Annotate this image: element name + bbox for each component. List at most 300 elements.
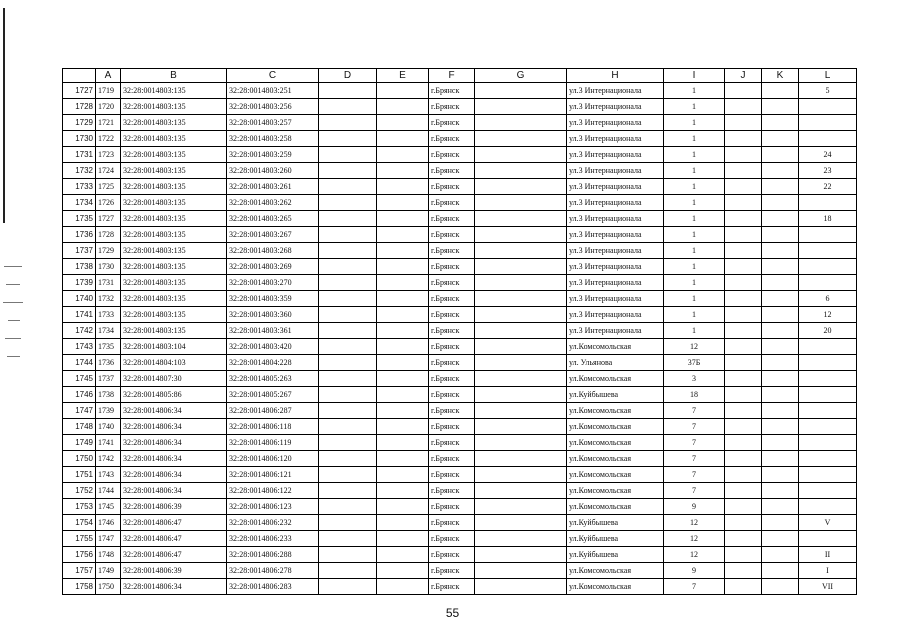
cell-c[interactable]: 32:28:0014803:262 [227,195,319,211]
cell-j[interactable] [725,451,762,467]
cell-h[interactable]: ул.Куйбышева [567,515,664,531]
cell-k[interactable] [762,83,799,99]
cell-k[interactable] [762,211,799,227]
cell-d[interactable] [319,451,377,467]
cell-k[interactable] [762,355,799,371]
cell-c[interactable]: 32:28:0014806:233 [227,531,319,547]
cell-g[interactable] [475,579,567,595]
cell-b[interactable]: 32:28:0014806:34 [121,451,227,467]
cell-k[interactable] [762,227,799,243]
cell-c[interactable]: 32:28:0014806:287 [227,403,319,419]
cell-a[interactable]: 1735 [96,339,121,355]
cell-a[interactable]: 1740 [96,419,121,435]
cell-d[interactable] [319,467,377,483]
cell-f[interactable]: г.Брянск [429,323,475,339]
cell-k[interactable] [762,179,799,195]
cell-h[interactable]: ул.Комсомольская [567,339,664,355]
cell-f[interactable]: г.Брянск [429,499,475,515]
cell-e[interactable] [377,547,429,563]
cell-e[interactable] [377,163,429,179]
cell-l[interactable] [799,227,857,243]
cell-l[interactable] [799,419,857,435]
cell-l[interactable]: II [799,547,857,563]
cell-g[interactable] [475,259,567,275]
cell-g[interactable] [475,115,567,131]
cell-g[interactable] [475,275,567,291]
cell-b[interactable]: 32:28:0014803:104 [121,339,227,355]
cell-g[interactable] [475,483,567,499]
cell-f[interactable]: г.Брянск [429,355,475,371]
cell-i[interactable]: 7 [664,483,725,499]
cell-b[interactable]: 32:28:0014807:30 [121,371,227,387]
cell-d[interactable] [319,83,377,99]
cell-k[interactable] [762,499,799,515]
cell-d[interactable] [319,515,377,531]
cell-i[interactable]: 12 [664,339,725,355]
cell-e[interactable] [377,515,429,531]
cell-b[interactable]: 32:28:0014806:34 [121,483,227,499]
cell-a[interactable]: 1731 [96,275,121,291]
cell-l[interactable]: 24 [799,147,857,163]
row-number[interactable]: 1750 [63,451,96,467]
cell-g[interactable] [475,563,567,579]
cell-k[interactable] [762,435,799,451]
cell-j[interactable] [725,403,762,419]
cell-d[interactable] [319,163,377,179]
row-number[interactable]: 1741 [63,307,96,323]
cell-h[interactable]: ул.3 Интернационала [567,147,664,163]
cell-g[interactable] [475,547,567,563]
cell-c[interactable]: 32:28:0014803:269 [227,259,319,275]
cell-l[interactable] [799,499,857,515]
cell-c[interactable]: 32:28:0014806:118 [227,419,319,435]
cell-e[interactable] [377,435,429,451]
cell-h[interactable]: ул.3 Интернационала [567,243,664,259]
cell-f[interactable]: г.Брянск [429,387,475,403]
cell-e[interactable] [377,243,429,259]
row-number[interactable]: 1732 [63,163,96,179]
cell-i[interactable]: 1 [664,243,725,259]
cell-f[interactable]: г.Брянск [429,243,475,259]
cell-e[interactable] [377,115,429,131]
cell-h[interactable]: ул.Комсомольская [567,435,664,451]
cell-i[interactable]: 12 [664,547,725,563]
cell-b[interactable]: 32:28:0014803:135 [121,259,227,275]
cell-b[interactable]: 32:28:0014806:47 [121,531,227,547]
cell-e[interactable] [377,387,429,403]
cell-l[interactable]: 18 [799,211,857,227]
cell-g[interactable] [475,499,567,515]
cell-a[interactable]: 1724 [96,163,121,179]
cell-g[interactable] [475,227,567,243]
cell-l[interactable] [799,99,857,115]
cell-k[interactable] [762,483,799,499]
cell-j[interactable] [725,579,762,595]
cell-b[interactable]: 32:28:0014803:135 [121,243,227,259]
cell-f[interactable]: г.Брянск [429,211,475,227]
cell-g[interactable] [475,211,567,227]
row-number[interactable]: 1744 [63,355,96,371]
cell-d[interactable] [319,243,377,259]
cell-f[interactable]: г.Брянск [429,435,475,451]
cell-i[interactable]: 3 [664,371,725,387]
row-number[interactable]: 1736 [63,227,96,243]
cell-a[interactable]: 1736 [96,355,121,371]
cell-a[interactable]: 1727 [96,211,121,227]
cell-a[interactable]: 1749 [96,563,121,579]
cell-l[interactable] [799,467,857,483]
row-number[interactable]: 1755 [63,531,96,547]
cell-i[interactable]: 1 [664,147,725,163]
cell-i[interactable]: 1 [664,83,725,99]
cell-d[interactable] [319,419,377,435]
cell-k[interactable] [762,531,799,547]
cell-e[interactable] [377,179,429,195]
cell-b[interactable]: 32:28:0014806:47 [121,547,227,563]
cell-f[interactable]: г.Брянск [429,99,475,115]
cell-i[interactable]: 7 [664,579,725,595]
cell-b[interactable]: 32:28:0014806:39 [121,563,227,579]
cell-e[interactable] [377,371,429,387]
cell-b[interactable]: 32:28:0014806:39 [121,499,227,515]
cell-j[interactable] [725,99,762,115]
cell-b[interactable]: 32:28:0014803:135 [121,195,227,211]
cell-j[interactable] [725,259,762,275]
cell-d[interactable] [319,499,377,515]
cell-i[interactable]: 7 [664,435,725,451]
cell-e[interactable] [377,131,429,147]
cell-c[interactable]: 32:28:0014805:263 [227,371,319,387]
cell-j[interactable] [725,483,762,499]
cell-k[interactable] [762,547,799,563]
cell-i[interactable]: 1 [664,291,725,307]
cell-h[interactable]: ул.Куйбышева [567,387,664,403]
cell-c[interactable]: 32:28:0014806:288 [227,547,319,563]
cell-i[interactable]: 7 [664,467,725,483]
cell-g[interactable] [475,179,567,195]
cell-h[interactable]: ул.3 Интернационала [567,259,664,275]
cell-g[interactable] [475,83,567,99]
cell-f[interactable]: г.Брянск [429,531,475,547]
cell-h[interactable]: ул.3 Интернационала [567,83,664,99]
cell-g[interactable] [475,307,567,323]
cell-b[interactable]: 32:28:0014803:135 [121,307,227,323]
cell-f[interactable]: г.Брянск [429,371,475,387]
cell-g[interactable] [475,403,567,419]
row-number[interactable]: 1756 [63,547,96,563]
cell-d[interactable] [319,131,377,147]
cell-l[interactable] [799,371,857,387]
cell-a[interactable]: 1728 [96,227,121,243]
cell-f[interactable]: г.Брянск [429,451,475,467]
cell-a[interactable]: 1730 [96,259,121,275]
cell-e[interactable] [377,307,429,323]
row-number[interactable]: 1747 [63,403,96,419]
cell-l[interactable] [799,195,857,211]
cell-d[interactable] [319,339,377,355]
cell-i[interactable]: 18 [664,387,725,403]
cell-k[interactable] [762,323,799,339]
cell-f[interactable]: г.Брянск [429,163,475,179]
column-header-f[interactable]: F [429,69,475,83]
cell-k[interactable] [762,115,799,131]
cell-h[interactable]: ул.Комсомольская [567,563,664,579]
cell-c[interactable]: 32:28:0014803:361 [227,323,319,339]
cell-d[interactable] [319,563,377,579]
cell-b[interactable]: 32:28:0014803:135 [121,83,227,99]
column-header-c[interactable]: C [227,69,319,83]
cell-k[interactable] [762,467,799,483]
cell-g[interactable] [475,387,567,403]
cell-j[interactable] [725,211,762,227]
cell-i[interactable]: 1 [664,275,725,291]
cell-a[interactable]: 1744 [96,483,121,499]
cell-h[interactable]: ул.3 Интернационала [567,227,664,243]
cell-i[interactable]: 1 [664,99,725,115]
cell-d[interactable] [319,483,377,499]
cell-f[interactable]: г.Брянск [429,275,475,291]
cell-d[interactable] [319,387,377,403]
cell-j[interactable] [725,275,762,291]
cell-b[interactable]: 32:28:0014806:34 [121,467,227,483]
cell-l[interactable] [799,531,857,547]
column-header-a[interactable]: A [96,69,121,83]
cell-e[interactable] [377,339,429,355]
cell-i[interactable]: 1 [664,131,725,147]
cell-h[interactable]: ул.Куйбышева [567,547,664,563]
cell-j[interactable] [725,227,762,243]
cell-d[interactable] [319,227,377,243]
cell-j[interactable] [725,467,762,483]
row-number[interactable]: 1754 [63,515,96,531]
cell-d[interactable] [319,211,377,227]
cell-i[interactable]: 7 [664,403,725,419]
cell-b[interactable]: 32:28:0014803:135 [121,115,227,131]
cell-h[interactable]: ул.Куйбышева [567,531,664,547]
cell-a[interactable]: 1720 [96,99,121,115]
cell-a[interactable]: 1745 [96,499,121,515]
row-number[interactable]: 1737 [63,243,96,259]
cell-d[interactable] [319,579,377,595]
cell-e[interactable] [377,451,429,467]
cell-k[interactable] [762,195,799,211]
cell-h[interactable]: ул.Комсомольская [567,499,664,515]
cell-e[interactable] [377,99,429,115]
cell-b[interactable]: 32:28:0014803:135 [121,211,227,227]
row-number[interactable]: 1748 [63,419,96,435]
cell-f[interactable]: г.Брянск [429,339,475,355]
cell-j[interactable] [725,307,762,323]
cell-f[interactable]: г.Брянск [429,419,475,435]
cell-h[interactable]: ул.3 Интернационала [567,211,664,227]
cell-f[interactable]: г.Брянск [429,291,475,307]
cell-e[interactable] [377,419,429,435]
cell-e[interactable] [377,211,429,227]
cell-b[interactable]: 32:28:0014803:135 [121,227,227,243]
cell-l[interactable] [799,387,857,403]
cell-i[interactable]: 1 [664,323,725,339]
cell-j[interactable] [725,147,762,163]
cell-k[interactable] [762,275,799,291]
row-number[interactable]: 1745 [63,371,96,387]
cell-j[interactable] [725,163,762,179]
cell-c[interactable]: 32:28:0014803:256 [227,99,319,115]
cell-g[interactable] [475,163,567,179]
row-number[interactable]: 1757 [63,563,96,579]
cell-l[interactable] [799,275,857,291]
cell-i[interactable]: 1 [664,211,725,227]
cell-g[interactable] [475,435,567,451]
cell-c[interactable]: 32:28:0014803:359 [227,291,319,307]
cell-j[interactable] [725,435,762,451]
cell-b[interactable]: 32:28:0014803:135 [121,275,227,291]
cell-c[interactable]: 32:28:0014803:268 [227,243,319,259]
cell-l[interactable] [799,339,857,355]
cell-i[interactable]: 9 [664,563,725,579]
cell-j[interactable] [725,323,762,339]
row-number[interactable]: 1729 [63,115,96,131]
cell-h[interactable]: ул. Ульянова [567,355,664,371]
cell-e[interactable] [377,259,429,275]
cell-b[interactable]: 32:28:0014806:47 [121,515,227,531]
cell-d[interactable] [319,547,377,563]
cell-k[interactable] [762,419,799,435]
cell-h[interactable]: ул.3 Интернационала [567,323,664,339]
cell-g[interactable] [475,451,567,467]
cell-k[interactable] [762,515,799,531]
cell-k[interactable] [762,387,799,403]
row-number[interactable]: 1735 [63,211,96,227]
cell-l[interactable] [799,243,857,259]
cell-i[interactable]: 7 [664,419,725,435]
cell-j[interactable] [725,195,762,211]
cell-g[interactable] [475,323,567,339]
cell-f[interactable]: г.Брянск [429,563,475,579]
cell-l[interactable]: VII [799,579,857,595]
cell-l[interactable]: V [799,515,857,531]
cell-b[interactable]: 32:28:0014806:34 [121,435,227,451]
cell-c[interactable]: 32:28:0014803:267 [227,227,319,243]
cell-j[interactable] [725,531,762,547]
cell-l[interactable]: 12 [799,307,857,323]
cell-g[interactable] [475,371,567,387]
cell-c[interactable]: 32:28:0014803:265 [227,211,319,227]
cell-h[interactable]: ул.3 Интернационала [567,195,664,211]
cell-j[interactable] [725,371,762,387]
cell-a[interactable]: 1748 [96,547,121,563]
cell-d[interactable] [319,355,377,371]
cell-d[interactable] [319,275,377,291]
cell-i[interactable]: 12 [664,515,725,531]
cell-c[interactable]: 32:28:0014806:122 [227,483,319,499]
cell-f[interactable]: г.Брянск [429,115,475,131]
cell-l[interactable] [799,451,857,467]
cell-f[interactable]: г.Брянск [429,83,475,99]
cell-g[interactable] [475,131,567,147]
cell-a[interactable]: 1722 [96,131,121,147]
cell-i[interactable]: 1 [664,179,725,195]
cell-a[interactable]: 1723 [96,147,121,163]
cell-b[interactable]: 32:28:0014803:135 [121,323,227,339]
cell-i[interactable]: 1 [664,163,725,179]
cell-e[interactable] [377,227,429,243]
cell-b[interactable]: 32:28:0014803:135 [121,163,227,179]
cell-k[interactable] [762,99,799,115]
cell-h[interactable]: ул.Комсомольская [567,451,664,467]
cell-j[interactable] [725,387,762,403]
cell-h[interactable]: ул.Комсомольская [567,403,664,419]
cell-j[interactable] [725,83,762,99]
column-header-k[interactable]: K [762,69,799,83]
cell-k[interactable] [762,371,799,387]
cell-k[interactable] [762,163,799,179]
cell-i[interactable]: 12 [664,531,725,547]
column-header-b[interactable]: B [121,69,227,83]
cell-k[interactable] [762,451,799,467]
cell-h[interactable]: ул.3 Интернационала [567,99,664,115]
cell-k[interactable] [762,339,799,355]
cell-c[interactable]: 32:28:0014806:232 [227,515,319,531]
cell-k[interactable] [762,131,799,147]
cell-k[interactable] [762,307,799,323]
cell-i[interactable]: 7 [664,451,725,467]
cell-h[interactable]: ул.3 Интернационала [567,179,664,195]
cell-l[interactable]: 20 [799,323,857,339]
cell-j[interactable] [725,339,762,355]
column-header-e[interactable]: E [377,69,429,83]
cell-c[interactable]: 32:28:0014803:257 [227,115,319,131]
row-number[interactable]: 1743 [63,339,96,355]
cell-j[interactable] [725,243,762,259]
cell-f[interactable]: г.Брянск [429,403,475,419]
cell-d[interactable] [319,259,377,275]
cell-c[interactable]: 32:28:0014806:120 [227,451,319,467]
cell-d[interactable] [319,435,377,451]
cell-c[interactable]: 32:28:0014804:228 [227,355,319,371]
row-number[interactable]: 1727 [63,83,96,99]
cell-l[interactable] [799,259,857,275]
row-number[interactable]: 1730 [63,131,96,147]
cell-i[interactable]: 37Б [664,355,725,371]
cell-j[interactable] [725,515,762,531]
cell-e[interactable] [377,499,429,515]
row-number[interactable]: 1739 [63,275,96,291]
cell-h[interactable]: ул.Комсомольская [567,483,664,499]
cell-h[interactable]: ул.3 Интернационала [567,131,664,147]
row-number[interactable]: 1758 [63,579,96,595]
cell-a[interactable]: 1737 [96,371,121,387]
cell-j[interactable] [725,499,762,515]
cell-a[interactable]: 1747 [96,531,121,547]
cell-a[interactable]: 1734 [96,323,121,339]
cell-f[interactable]: г.Брянск [429,467,475,483]
cell-a[interactable]: 1732 [96,291,121,307]
cell-f[interactable]: г.Брянск [429,195,475,211]
cell-c[interactable]: 32:28:0014806:278 [227,563,319,579]
cell-a[interactable]: 1741 [96,435,121,451]
cell-e[interactable] [377,195,429,211]
cell-e[interactable] [377,355,429,371]
column-header-j[interactable]: J [725,69,762,83]
cell-d[interactable] [319,99,377,115]
cell-e[interactable] [377,531,429,547]
cell-b[interactable]: 32:28:0014806:34 [121,403,227,419]
row-number[interactable]: 1753 [63,499,96,515]
cell-d[interactable] [319,323,377,339]
cell-g[interactable] [475,291,567,307]
row-number[interactable]: 1740 [63,291,96,307]
cell-g[interactable] [475,467,567,483]
